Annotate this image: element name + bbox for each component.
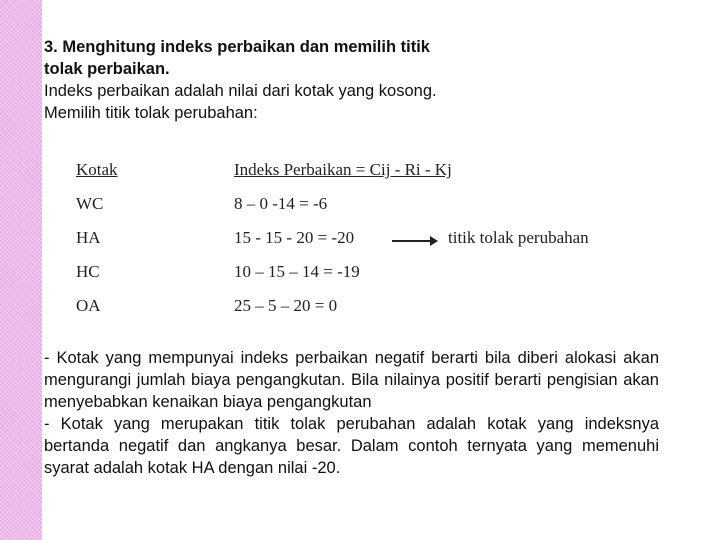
decorative-left-strip — [0, 0, 42, 540]
slide-heading — [44, 36, 684, 124]
row-kotak: HA — [76, 228, 101, 247]
row-calc: 15 - 15 - 20 = -20 — [234, 228, 355, 247]
row-calc: 8 – 0 -14 = -6 — [234, 194, 328, 213]
paragraph-negative-index: - Kotak yang mempunyai indeks perbaikan negatif berarti bila diberi alokasi akan mengurangi jumlah biaya pengangkutan. Bila nilainya positif berarti pengisian akan menyebabkan kenaikan biaya pengangkutan — [44, 349, 659, 411]
table-row — [66, 262, 626, 288]
header-kotak: Kotak — [76, 160, 118, 179]
heading-title-line2: tolak perbaikan. — [44, 60, 170, 78]
pivot-note: titik tolak perubahan — [448, 228, 589, 247]
heading-instruction: Memilih titik tolak perubahan: — [44, 104, 258, 122]
table-row — [66, 296, 626, 322]
right-arrow-icon — [392, 240, 432, 242]
header-indeks: Indeks Perbaikan = Cij - Ri - Kj — [234, 160, 452, 179]
row-kotak: HC — [76, 262, 100, 281]
row-kotak: WC — [76, 194, 104, 213]
paragraph-pivot-choice: - Kotak yang merupakan titik tolak perubahan adalah kotak yang indeksnya bertanda negatif dan angkanya besar. Dalam contoh ternyata yang memenuhi syarat adalah kotak HA dengan nilai -20. — [44, 415, 659, 477]
heading-definition: Indeks perbaikan adalah nilai dari kotak yang kosong. — [44, 82, 437, 100]
table-row — [66, 194, 626, 220]
explanation-text — [44, 347, 659, 479]
table-row — [66, 228, 626, 254]
row-kotak: OA — [76, 296, 101, 315]
row-calc: 10 – 15 – 14 = -19 — [234, 262, 360, 281]
heading-title-line1: 3. Menghitung indeks perbaikan dan memilih titik — [44, 38, 430, 56]
row-calc: 25 – 5 – 20 = 0 — [234, 296, 338, 315]
improvement-index-table — [66, 152, 626, 324]
table-header-row — [66, 160, 626, 186]
